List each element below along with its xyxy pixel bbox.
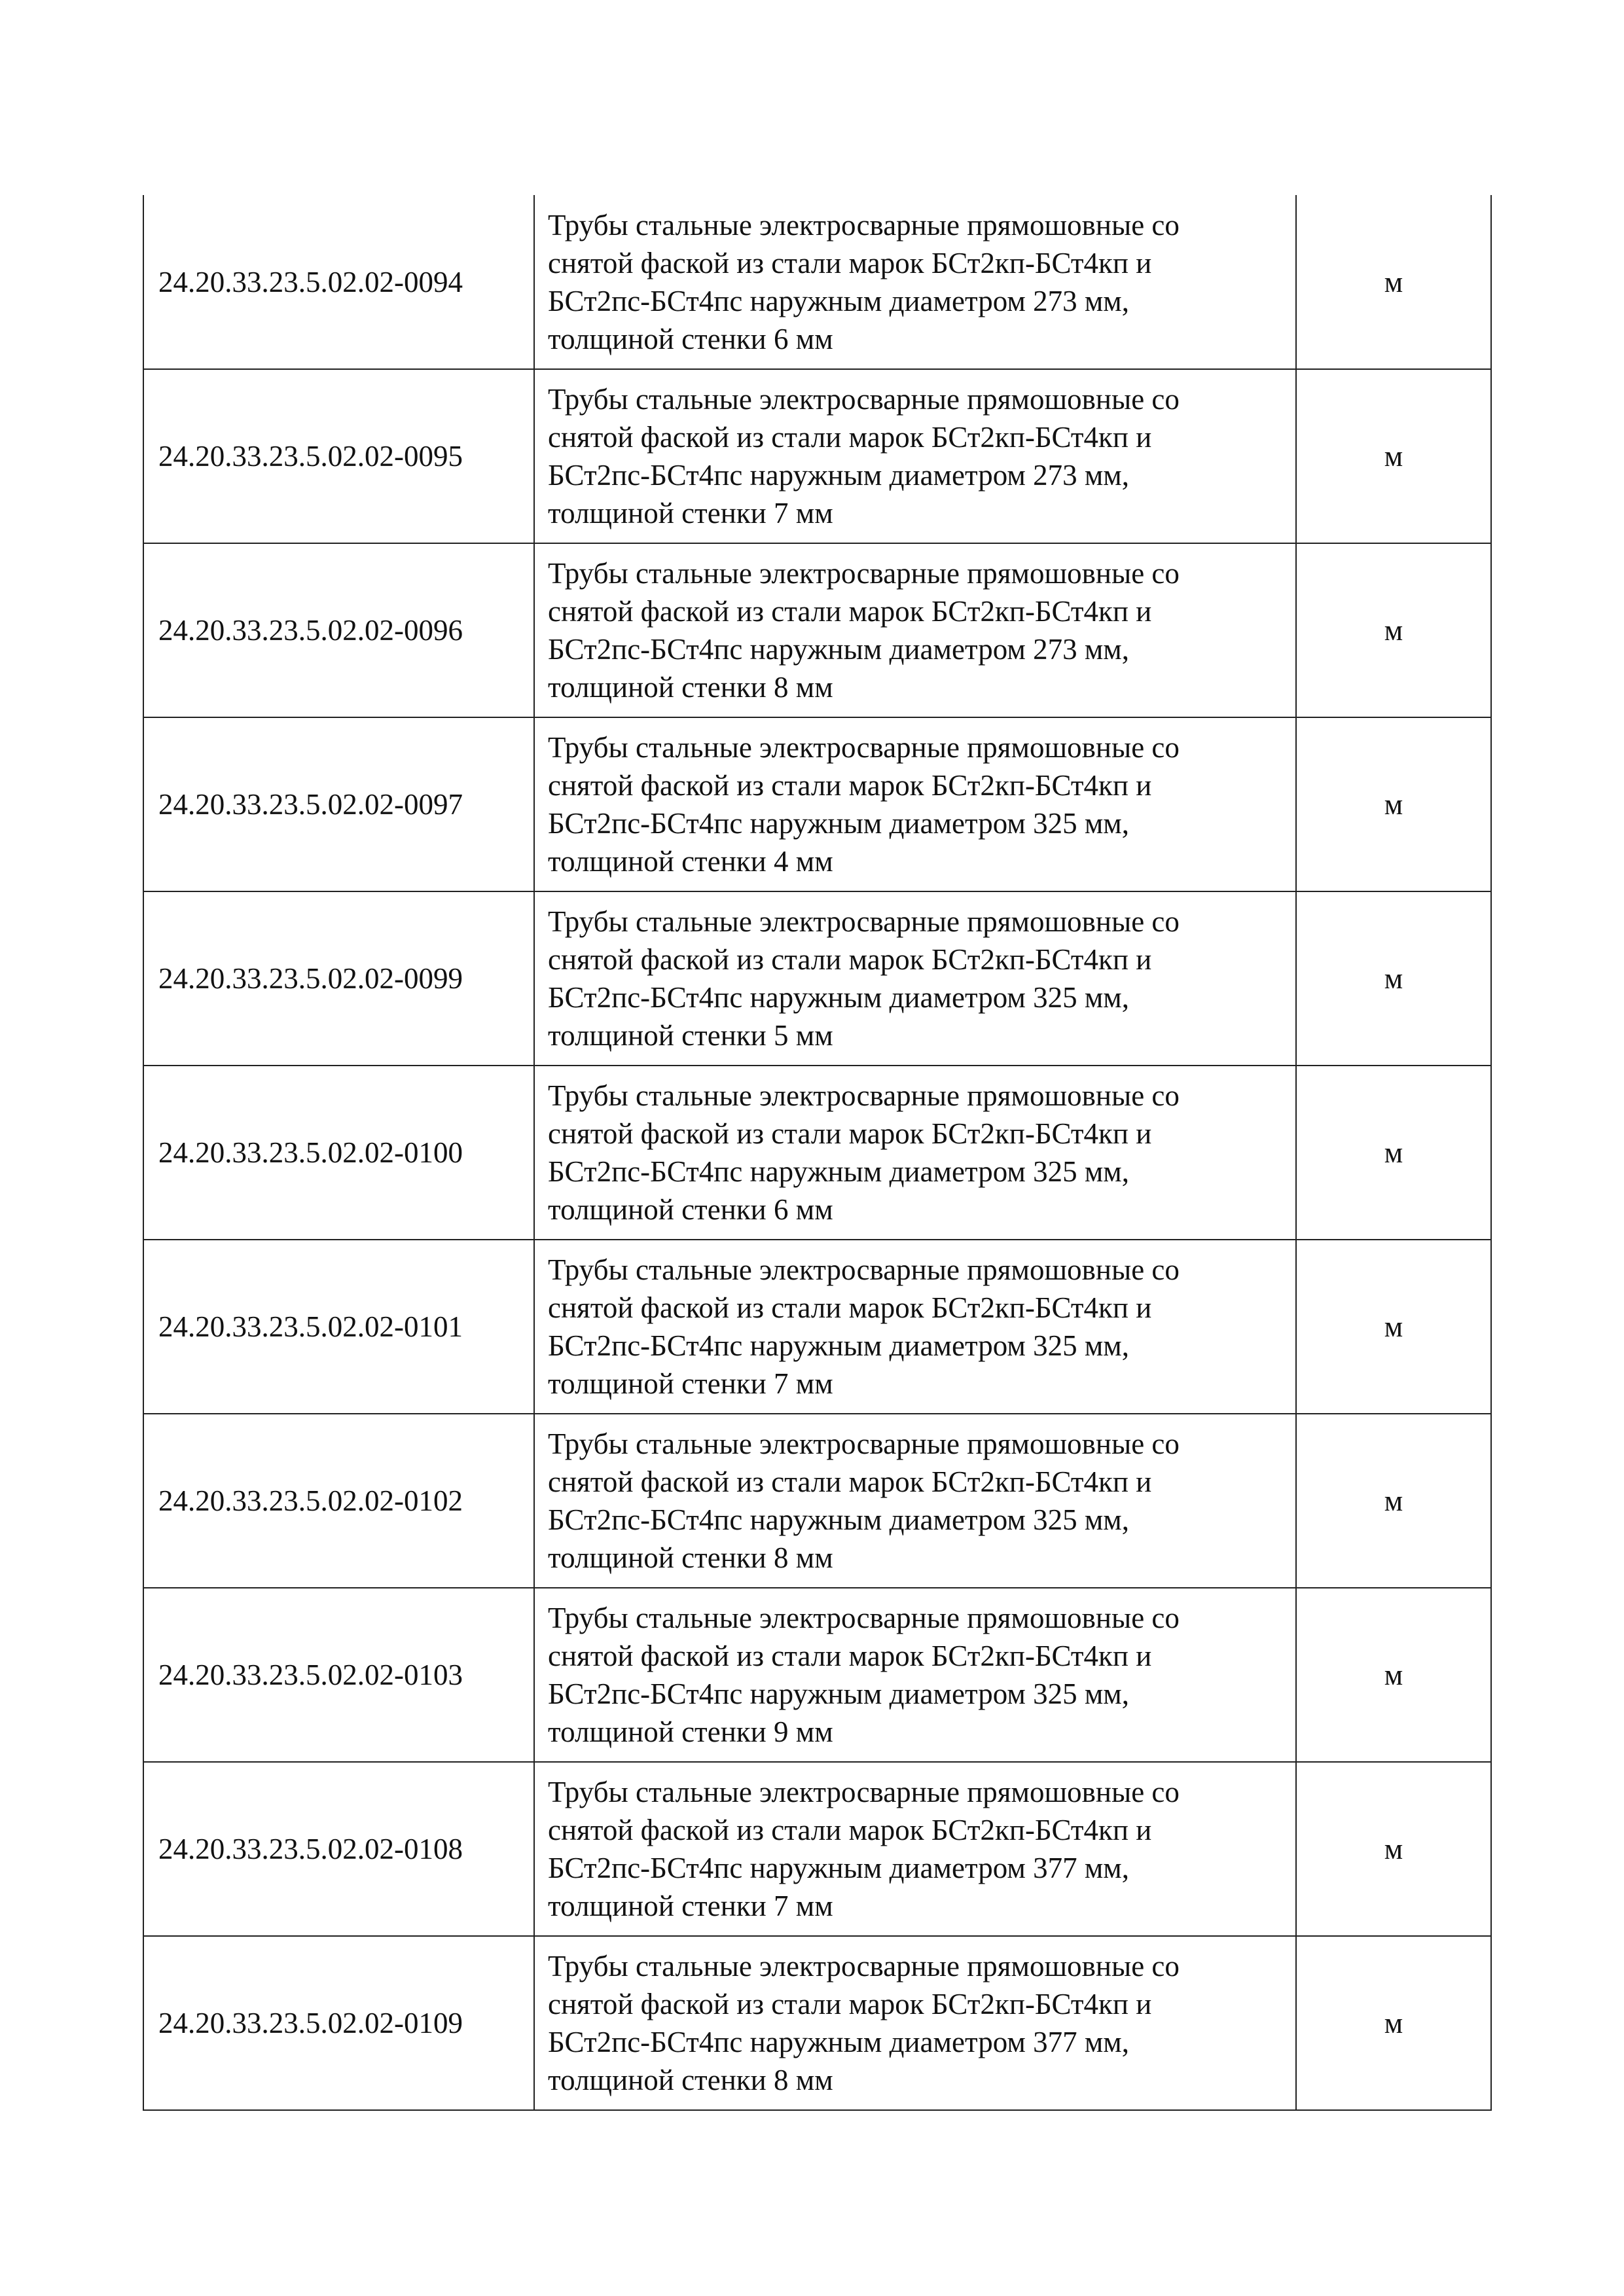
resource-name-line: Трубы стальные электросварные прямошовные со — [548, 1427, 1180, 1460]
resource-name — [534, 717, 1296, 891]
resource-name-line: толщиной стенки 7 мм — [548, 497, 833, 529]
table-row — [143, 891, 1491, 1066]
resource-name-line: снятой фаской из стали марок БСт2кп-БСт4кп и — [548, 1117, 1152, 1150]
table-row — [143, 1762, 1491, 1936]
unit-of-measure: м — [1296, 369, 1491, 543]
resource-name-line: БСт2пс-БСт4пс наружным диаметром 273 мм, — [548, 633, 1130, 666]
resource-name-line: БСт2пс-БСт4пс наружным диаметром 377 мм, — [548, 2026, 1130, 2058]
unit-of-measure: м — [1296, 1936, 1491, 2110]
unit-of-measure: м — [1296, 891, 1491, 1066]
resource-name-line: снятой фаской из стали марок БСт2кп-БСт4кп и — [548, 1988, 1152, 2020]
resource-name-line: БСт2пс-БСт4пс наружным диаметром 325 мм, — [548, 1329, 1130, 1362]
resource-table — [143, 195, 1492, 2111]
resource-code: 24.20.33.23.5.02.02-0108 — [143, 1762, 534, 1936]
resource-name-line: БСт2пс-БСт4пс наружным диаметром 325 мм, — [548, 1155, 1130, 1188]
resource-name-line: толщиной стенки 4 мм — [548, 845, 833, 878]
table-row — [143, 1414, 1491, 1588]
resource-code: 24.20.33.23.5.02.02-0096 — [143, 543, 534, 717]
unit-of-measure: м — [1296, 1588, 1491, 1762]
resource-name-line: толщиной стенки 8 мм — [548, 671, 833, 704]
resource-name-line: БСт2пс-БСт4пс наружным диаметром 273 мм, — [548, 284, 1130, 317]
unit-of-measure: м — [1296, 1414, 1491, 1588]
resource-code: 24.20.33.23.5.02.02-0099 — [143, 891, 534, 1066]
resource-name — [534, 1762, 1296, 1936]
resource-name-line: Трубы стальные электросварные прямошовные со — [548, 1079, 1180, 1112]
unit-of-measure: м — [1296, 195, 1491, 369]
resource-name — [534, 543, 1296, 717]
resource-name-line: снятой фаской из стали марок БСт2кп-БСт4кп и — [548, 1814, 1152, 1846]
resource-name-line: толщиной стенки 8 мм — [548, 2064, 833, 2096]
resource-name-line: снятой фаской из стали марок БСт2кп-БСт4кп и — [548, 1465, 1152, 1498]
resource-name-line: БСт2пс-БСт4пс наружным диаметром 273 мм, — [548, 459, 1130, 492]
resource-name-line: Трубы стальные электросварные прямошовные со — [548, 1950, 1180, 1982]
resource-code: 24.20.33.23.5.02.02-0102 — [143, 1414, 534, 1588]
resource-name-line: БСт2пс-БСт4пс наружным диаметром 325 мм, — [548, 981, 1130, 1014]
resource-code: 24.20.33.23.5.02.02-0095 — [143, 369, 534, 543]
resource-name — [534, 195, 1296, 369]
resource-name-line: БСт2пс-БСт4пс наружным диаметром 325 мм, — [548, 1503, 1130, 1536]
table-row — [143, 717, 1491, 891]
resource-name-line: снятой фаской из стали марок БСт2кп-БСт4кп и — [548, 595, 1152, 628]
resource-name-line: толщиной стенки 6 мм — [548, 1193, 833, 1226]
resource-name-line: Трубы стальные электросварные прямошовные со — [548, 905, 1180, 938]
resource-name-line: Трубы стальные электросварные прямошовные со — [548, 1776, 1180, 1808]
resource-name — [534, 1240, 1296, 1414]
unit-of-measure: м — [1296, 1240, 1491, 1414]
resource-name — [534, 1066, 1296, 1240]
table-row — [143, 1240, 1491, 1414]
resource-name-line: толщиной стенки 9 мм — [548, 1715, 833, 1748]
resource-name-line: БСт2пс-БСт4пс наружным диаметром 325 мм, — [548, 1677, 1130, 1710]
resource-name-line: Трубы стальные электросварные прямошовные со — [548, 208, 1180, 242]
resource-name-line: толщиной стенки 5 мм — [548, 1019, 833, 1052]
table-body — [143, 195, 1491, 2110]
unit-of-measure: м — [1296, 1762, 1491, 1936]
resource-name-line: снятой фаской из стали марок БСт2кп-БСт4кп и — [548, 769, 1152, 802]
resource-name-line: БСт2пс-БСт4пс наружным диаметром 377 мм, — [548, 1852, 1130, 1884]
resource-code: 24.20.33.23.5.02.02-0109 — [143, 1936, 534, 2110]
resource-name-line: БСт2пс-БСт4пс наружным диаметром 325 мм, — [548, 807, 1130, 840]
resource-name-line: толщиной стенки 7 мм — [548, 1367, 833, 1400]
table-row — [143, 1066, 1491, 1240]
resource-name-line: толщиной стенки 6 мм — [548, 322, 833, 355]
table-row — [143, 195, 1491, 369]
resource-name-line: снятой фаской из стали марок БСт2кп-БСт4кп и — [548, 421, 1152, 454]
resource-name-line: Трубы стальные электросварные прямошовные со — [548, 1253, 1180, 1286]
resource-name — [534, 1588, 1296, 1762]
unit-of-measure: м — [1296, 717, 1491, 891]
resource-code: 24.20.33.23.5.02.02-0103 — [143, 1588, 534, 1762]
table-row — [143, 1588, 1491, 1762]
resource-name-line: Трубы стальные электросварные прямошовные со — [548, 1602, 1180, 1634]
resource-name-line: Трубы стальные электросварные прямошовные со — [548, 383, 1180, 416]
resource-name-line: Трубы стальные электросварные прямошовные со — [548, 731, 1180, 764]
resource-name-line: толщиной стенки 8 мм — [548, 1541, 833, 1574]
resource-code: 24.20.33.23.5.02.02-0101 — [143, 1240, 534, 1414]
resource-name — [534, 1936, 1296, 2110]
resource-name-line: снятой фаской из стали марок БСт2кп-БСт4кп и — [548, 1291, 1152, 1324]
resource-name — [534, 1414, 1296, 1588]
unit-of-measure: м — [1296, 1066, 1491, 1240]
table-row — [143, 543, 1491, 717]
resource-name — [534, 369, 1296, 543]
resource-name-line: снятой фаской из стали марок БСт2кп-БСт4кп и — [548, 1640, 1152, 1672]
resource-name-line: снятой фаской из стали марок БСт2кп-БСт4кп и — [548, 246, 1152, 279]
resource-name-line: толщиной стенки 7 мм — [548, 1890, 833, 1922]
resource-name-line: Трубы стальные электросварные прямошовные со — [548, 557, 1180, 590]
unit-of-measure: м — [1296, 543, 1491, 717]
resource-name — [534, 891, 1296, 1066]
resource-code: 24.20.33.23.5.02.02-0094 — [143, 195, 534, 369]
table-row — [143, 369, 1491, 543]
resource-code: 24.20.33.23.5.02.02-0097 — [143, 717, 534, 891]
resource-name-line: снятой фаской из стали марок БСт2кп-БСт4кп и — [548, 943, 1152, 976]
resource-code: 24.20.33.23.5.02.02-0100 — [143, 1066, 534, 1240]
table-row — [143, 1936, 1491, 2110]
